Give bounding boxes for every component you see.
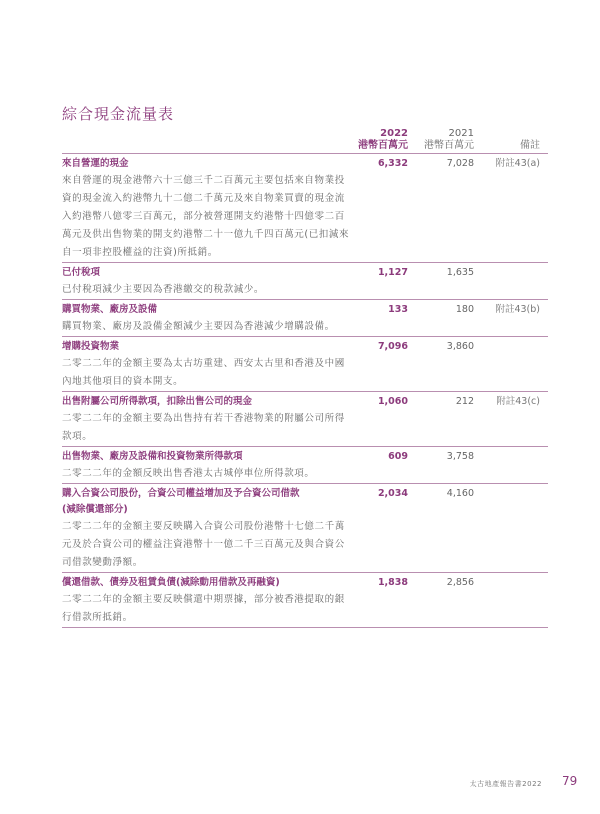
value-2022: 1,060: [377, 396, 408, 407]
value-2022: 1,838: [377, 577, 408, 588]
row-description: 元及於合資公司的權益注資港幣十一億二千三百萬元及與合資公: [62, 539, 345, 550]
page-number: 79: [562, 774, 578, 788]
row-title: 已付稅項: [62, 267, 101, 278]
value-2021: 4,160: [446, 488, 474, 499]
row-title: 增購投資物業: [62, 341, 120, 352]
value-2022: 7,096: [377, 341, 408, 352]
value-2021: 3,860: [446, 341, 474, 352]
footer-report-name: 太古地產報告書2022: [469, 780, 542, 788]
value-2021: 7,028: [446, 158, 474, 169]
value-2021: 1,635: [446, 267, 474, 278]
row-description: 自一項非控股權益的注資)所抵銷。: [62, 247, 218, 258]
value-2022: 2,034: [377, 488, 408, 499]
table-row: [62, 573, 548, 628]
row-title: 出售物業、廠房及設備和投資物業所得款項: [62, 451, 243, 462]
row-title: 出售附屬公司所得款項，扣除出售公司的現金: [62, 396, 253, 407]
table-row: [62, 392, 548, 447]
value-2021: 3,758: [446, 451, 474, 462]
row-description: 購買物業、廠房及設備金額減少主要因為香港減少增購設備。: [62, 321, 335, 332]
row-title: (減除償還部分): [62, 504, 128, 515]
row-title: 購入合資公司股份，合資公司權益增加及予合資公司借款: [62, 488, 300, 499]
table-header: [62, 128, 548, 154]
row-description: 資的現金流入約港幣九十二億二千萬元及來自物業買賣的現金流: [62, 193, 345, 204]
row-title: 購買物業、廠房及設備: [62, 304, 158, 315]
cash-flow-table: [62, 128, 548, 628]
value-2022: 1,127: [377, 267, 408, 278]
table-body: [62, 154, 548, 628]
value-2021: 212: [455, 396, 474, 407]
value-2022: 133: [388, 304, 408, 315]
table-row: [62, 447, 548, 484]
value-2021: 180: [455, 304, 474, 315]
row-description: 來自營運的現金港幣六十三億三千二百萬元主要包括來自物業投: [62, 175, 345, 186]
row-description: 二零二二年的金額主要為出售持有若干香港物業的附屬公司所得: [62, 413, 345, 424]
row-description: 款項。: [62, 431, 93, 442]
row-title: 來自營運的現金: [62, 158, 129, 169]
row-note: 附註43(b): [495, 304, 540, 315]
table-row: [62, 263, 548, 300]
table-row: [62, 337, 548, 392]
column-2022: [338, 128, 408, 152]
page-title: 綜合現金流量表: [62, 105, 175, 123]
unit-2022-label: 港幣百萬元: [358, 140, 408, 151]
row-note: 附註43(a): [495, 158, 540, 169]
year-2022-label: 2022: [380, 128, 408, 139]
table-row: [62, 484, 548, 573]
row-note: 附註43(c): [496, 396, 540, 407]
table-row: [62, 300, 548, 337]
row-description: 司借款變動淨額。: [62, 557, 143, 568]
value-2022: 609: [388, 451, 408, 462]
row-description: 萬元及供出售物業的開支約港幣二十一億九千四百萬元(已扣減來: [62, 229, 350, 240]
row-description: 內地其他項目的資本開支。: [62, 376, 184, 387]
unit-2021-label: 港幣百萬元: [424, 140, 474, 151]
row-description: 已付稅項減少主要因為香港繳交的稅款減少。: [62, 284, 265, 295]
row-description: 二零二二年的金額主要反映購入合資公司股份港幣十七億二千萬: [62, 521, 345, 532]
column-2021: [414, 128, 474, 152]
row-description: 行借款所抵銷。: [62, 612, 133, 623]
row-title: 償還借款、債券及租賃負債(減除動用借款及再融資): [62, 577, 280, 588]
note-label: 備註: [520, 140, 540, 151]
row-description: 入約港幣八億零三百萬元，部分被營運開支約港幣十四億零二百: [62, 211, 345, 222]
row-description: 二零二二年的金額主要反映償還中期票據，部分被香港提取的銀: [62, 594, 345, 605]
column-note: [480, 128, 540, 152]
value-2021: 2,856: [446, 577, 474, 588]
table-row: [62, 154, 548, 263]
row-description: 二零二二年的金額反映出售香港太古城停車位所得款項。: [62, 468, 315, 479]
row-description: 二零二二年的金額主要為太古坊重建、西安太古里和香港及中國: [62, 358, 345, 369]
year-2021-label: 2021: [448, 128, 474, 139]
value-2022: 6,332: [377, 158, 408, 169]
